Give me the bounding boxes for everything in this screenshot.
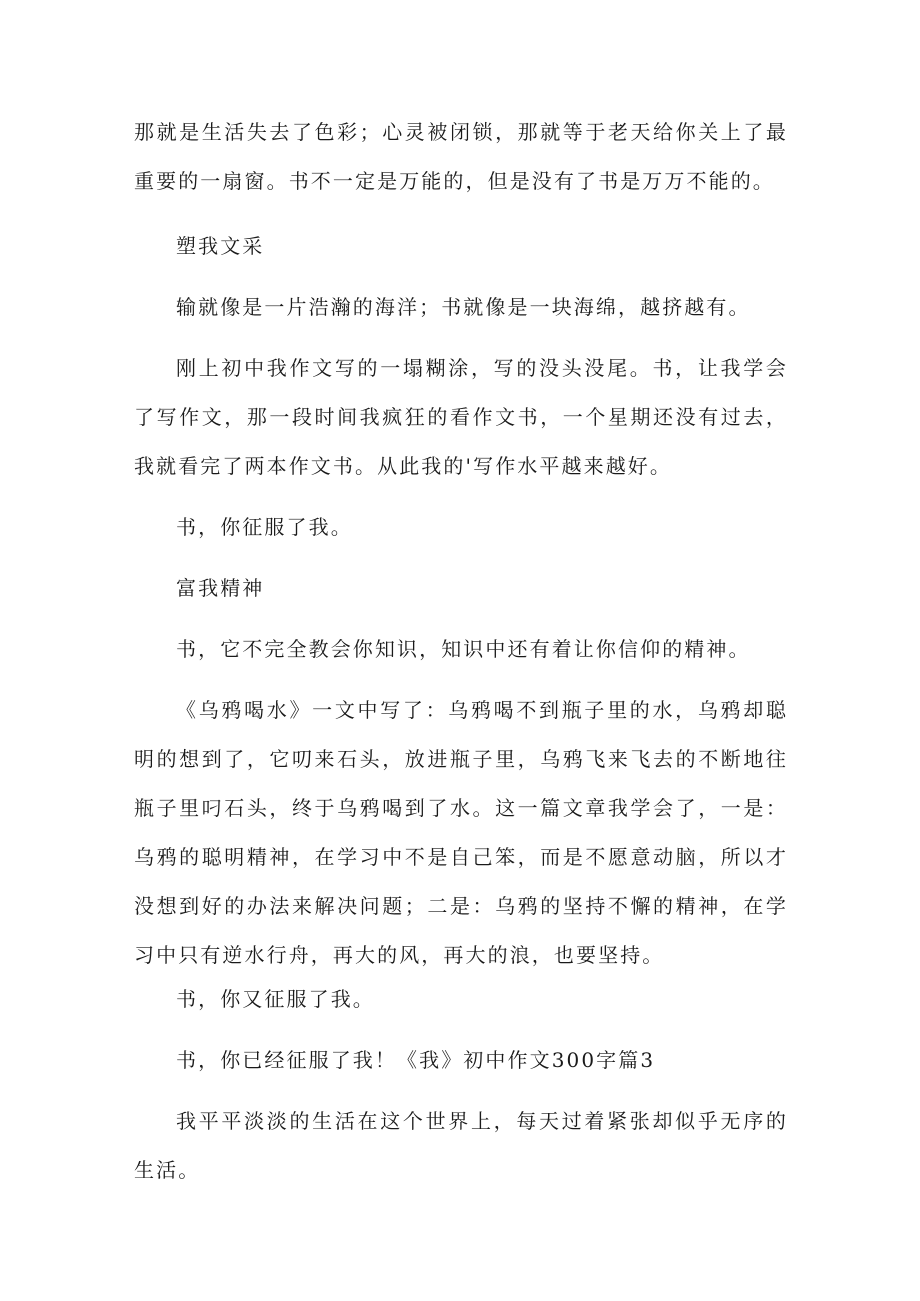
paragraph-ocean-sponge: 输就像是一片浩瀚的海洋；书就像是一块海绵，越挤越有。	[176, 295, 751, 319]
paragraph-conquered-me-again: 书，你又征服了我。	[176, 987, 375, 1011]
paragraph-ordinary-life: 我平平淡淡的生活在这个世界上，每天过着紧张却似乎无序的生活。	[134, 1109, 788, 1182]
paragraph-essay-title: 书，你已经征服了我！《我》初中作文300字篇3	[176, 1048, 656, 1072]
heading-shape-my-writing: 塑我文采	[176, 234, 265, 258]
paragraph-color-of-life: 那就是生活失去了色彩；心灵被闭锁，那就等于老天给你关上了最重要的一扇窗。书不一定是万能的，但是没有了书是万万不能的。	[134, 120, 788, 193]
paragraph-spirit-of-belief: 书，它不完全教会你知识，知识中还有着让你信仰的精神。	[176, 637, 751, 661]
heading-enrich-my-spirit: 富我精神	[176, 576, 265, 600]
paragraph-conquered-me: 书，你征服了我。	[176, 515, 353, 539]
paragraph-crow-drinks-water: 《乌鸦喝水》一文中写了：乌鸦喝不到瓶子里的水，乌鸦却聪明的想到了，它叨来石头，放进瓶子里，乌鸦飞来飞去的不断地往瓶子里叼石头，终于乌鸦喝到了水。这一篇文章我学会了，一是：乌鸦的聪明精神，在学习中不是自己笨，而是不愿意动脑，所以才没想到好的办法来解决问题；二是：乌鸦的坚持不懈的精神，在学习中只有逆水行舟，再大的风，再大的浪，也要坚持。	[134, 698, 788, 967]
paragraph-composition-books: 刚上初中我作文写的一塌糊涂，写的没头没尾。书，让我学会了写作文，那一段时间我疯狂的看作文书，一个星期还没有过去，我就看完了两本作文书。从此我的'写作水平越来越好。	[134, 356, 788, 478]
